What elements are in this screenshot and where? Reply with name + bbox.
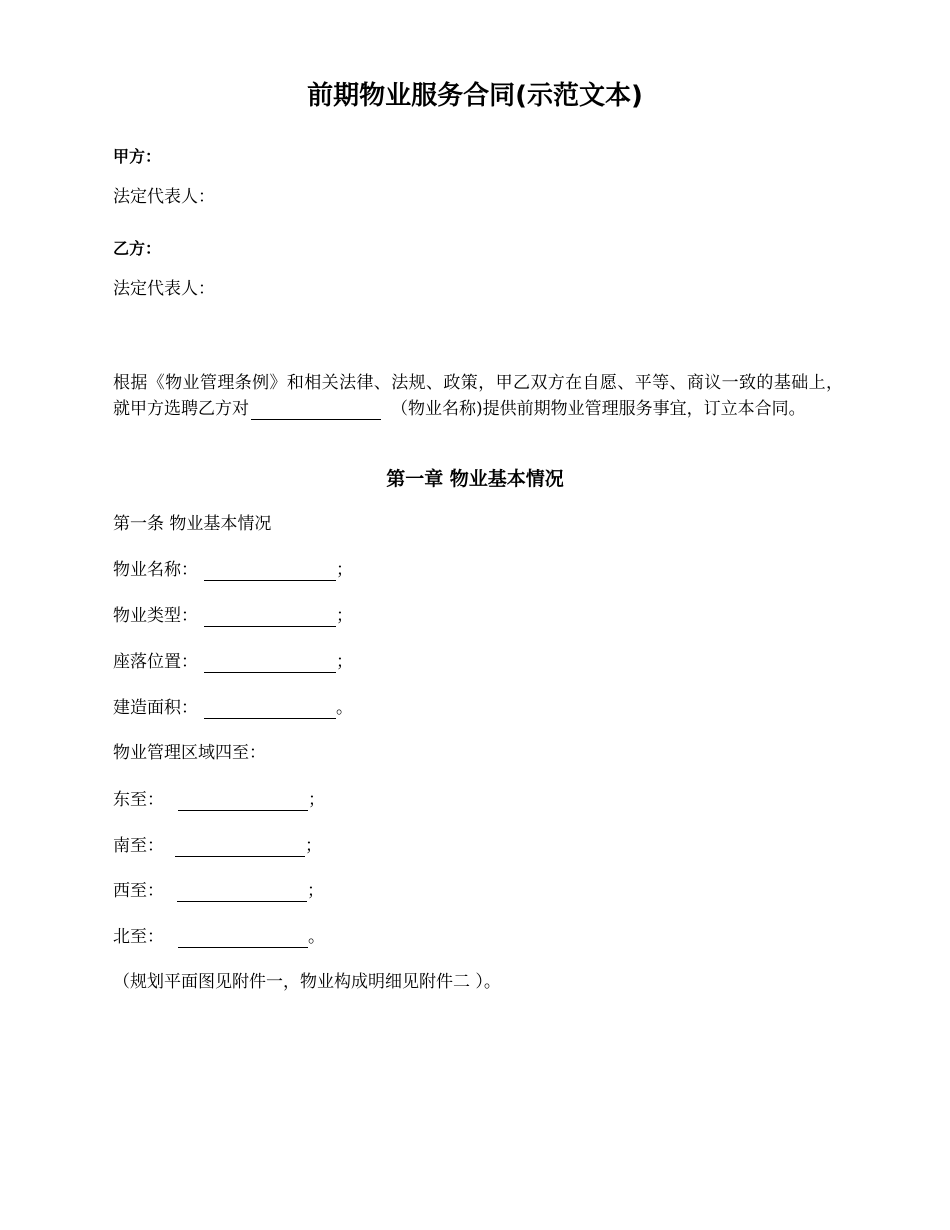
boundary-end-punctuation: ； [305,836,322,856]
chapter-one-title: 第一章 物业基本情况 [386,468,564,490]
field-end-punctuation: 。 [336,698,353,718]
intro-text-after-blank: （物业名称)提供前期物业管理服务事宜，订立本合同。 [391,399,806,419]
field-location [113,650,353,674]
field-end-punctuation: ； [336,652,353,672]
field-label: 物业名称： [113,560,198,580]
party-a-label: 甲方： [113,147,162,166]
boundary-end-punctuation: ； [308,790,325,810]
boundary-west [113,879,324,903]
field-label: 座落位置： [113,652,198,672]
attachment-note: （规划平面图见附件一，物业构成明细见附件二 ）。 [113,972,501,992]
field-property-type [113,604,353,628]
boundary-south [113,834,322,858]
property-type-input-line[interactable] [204,606,336,627]
property-name-input-line[interactable] [204,560,336,581]
boundary-label: 东至： [113,790,164,810]
south-boundary-input-line[interactable] [175,836,305,857]
party-b-label: 乙方： [113,239,162,258]
field-building-area [113,696,353,720]
east-boundary-input-line[interactable] [178,790,308,811]
building-area-input-line[interactable] [204,698,336,719]
boundary-heading: 物业管理区域四至： [113,743,266,763]
intro-text-before-blank: 根据《物业管理条例》和相关法律、法规、政策，甲乙双方在自愿、平等、商议一致的基础上，就甲方选聘乙方对 [113,373,843,419]
boundary-north [113,925,325,949]
west-boundary-input-line[interactable] [177,881,307,902]
boundary-end-punctuation: 。 [308,927,325,947]
field-label: 物业类型： [113,606,198,626]
party-a-representative-label: 法定代表人： [113,187,215,207]
boundary-label: 西至： [113,881,164,901]
field-label: 建造面积： [113,698,198,718]
boundary-label: 北至： [113,927,164,947]
location-input-line[interactable] [204,652,336,673]
boundary-end-punctuation: ； [307,881,324,901]
document-title: 前期物业服务合同(示范文本) [307,81,643,111]
boundary-label: 南至： [113,836,164,856]
field-end-punctuation: ； [336,560,353,580]
party-b-representative-label: 法定代表人： [113,279,215,299]
field-property-name [113,558,353,582]
boundary-east [113,788,325,812]
article-one-title: 第一条 物业基本情况 [113,514,272,534]
property-name-blank[interactable] [251,399,381,420]
intro-paragraph [113,370,843,422]
north-boundary-input-line[interactable] [178,927,308,948]
field-end-punctuation: ； [336,606,353,626]
